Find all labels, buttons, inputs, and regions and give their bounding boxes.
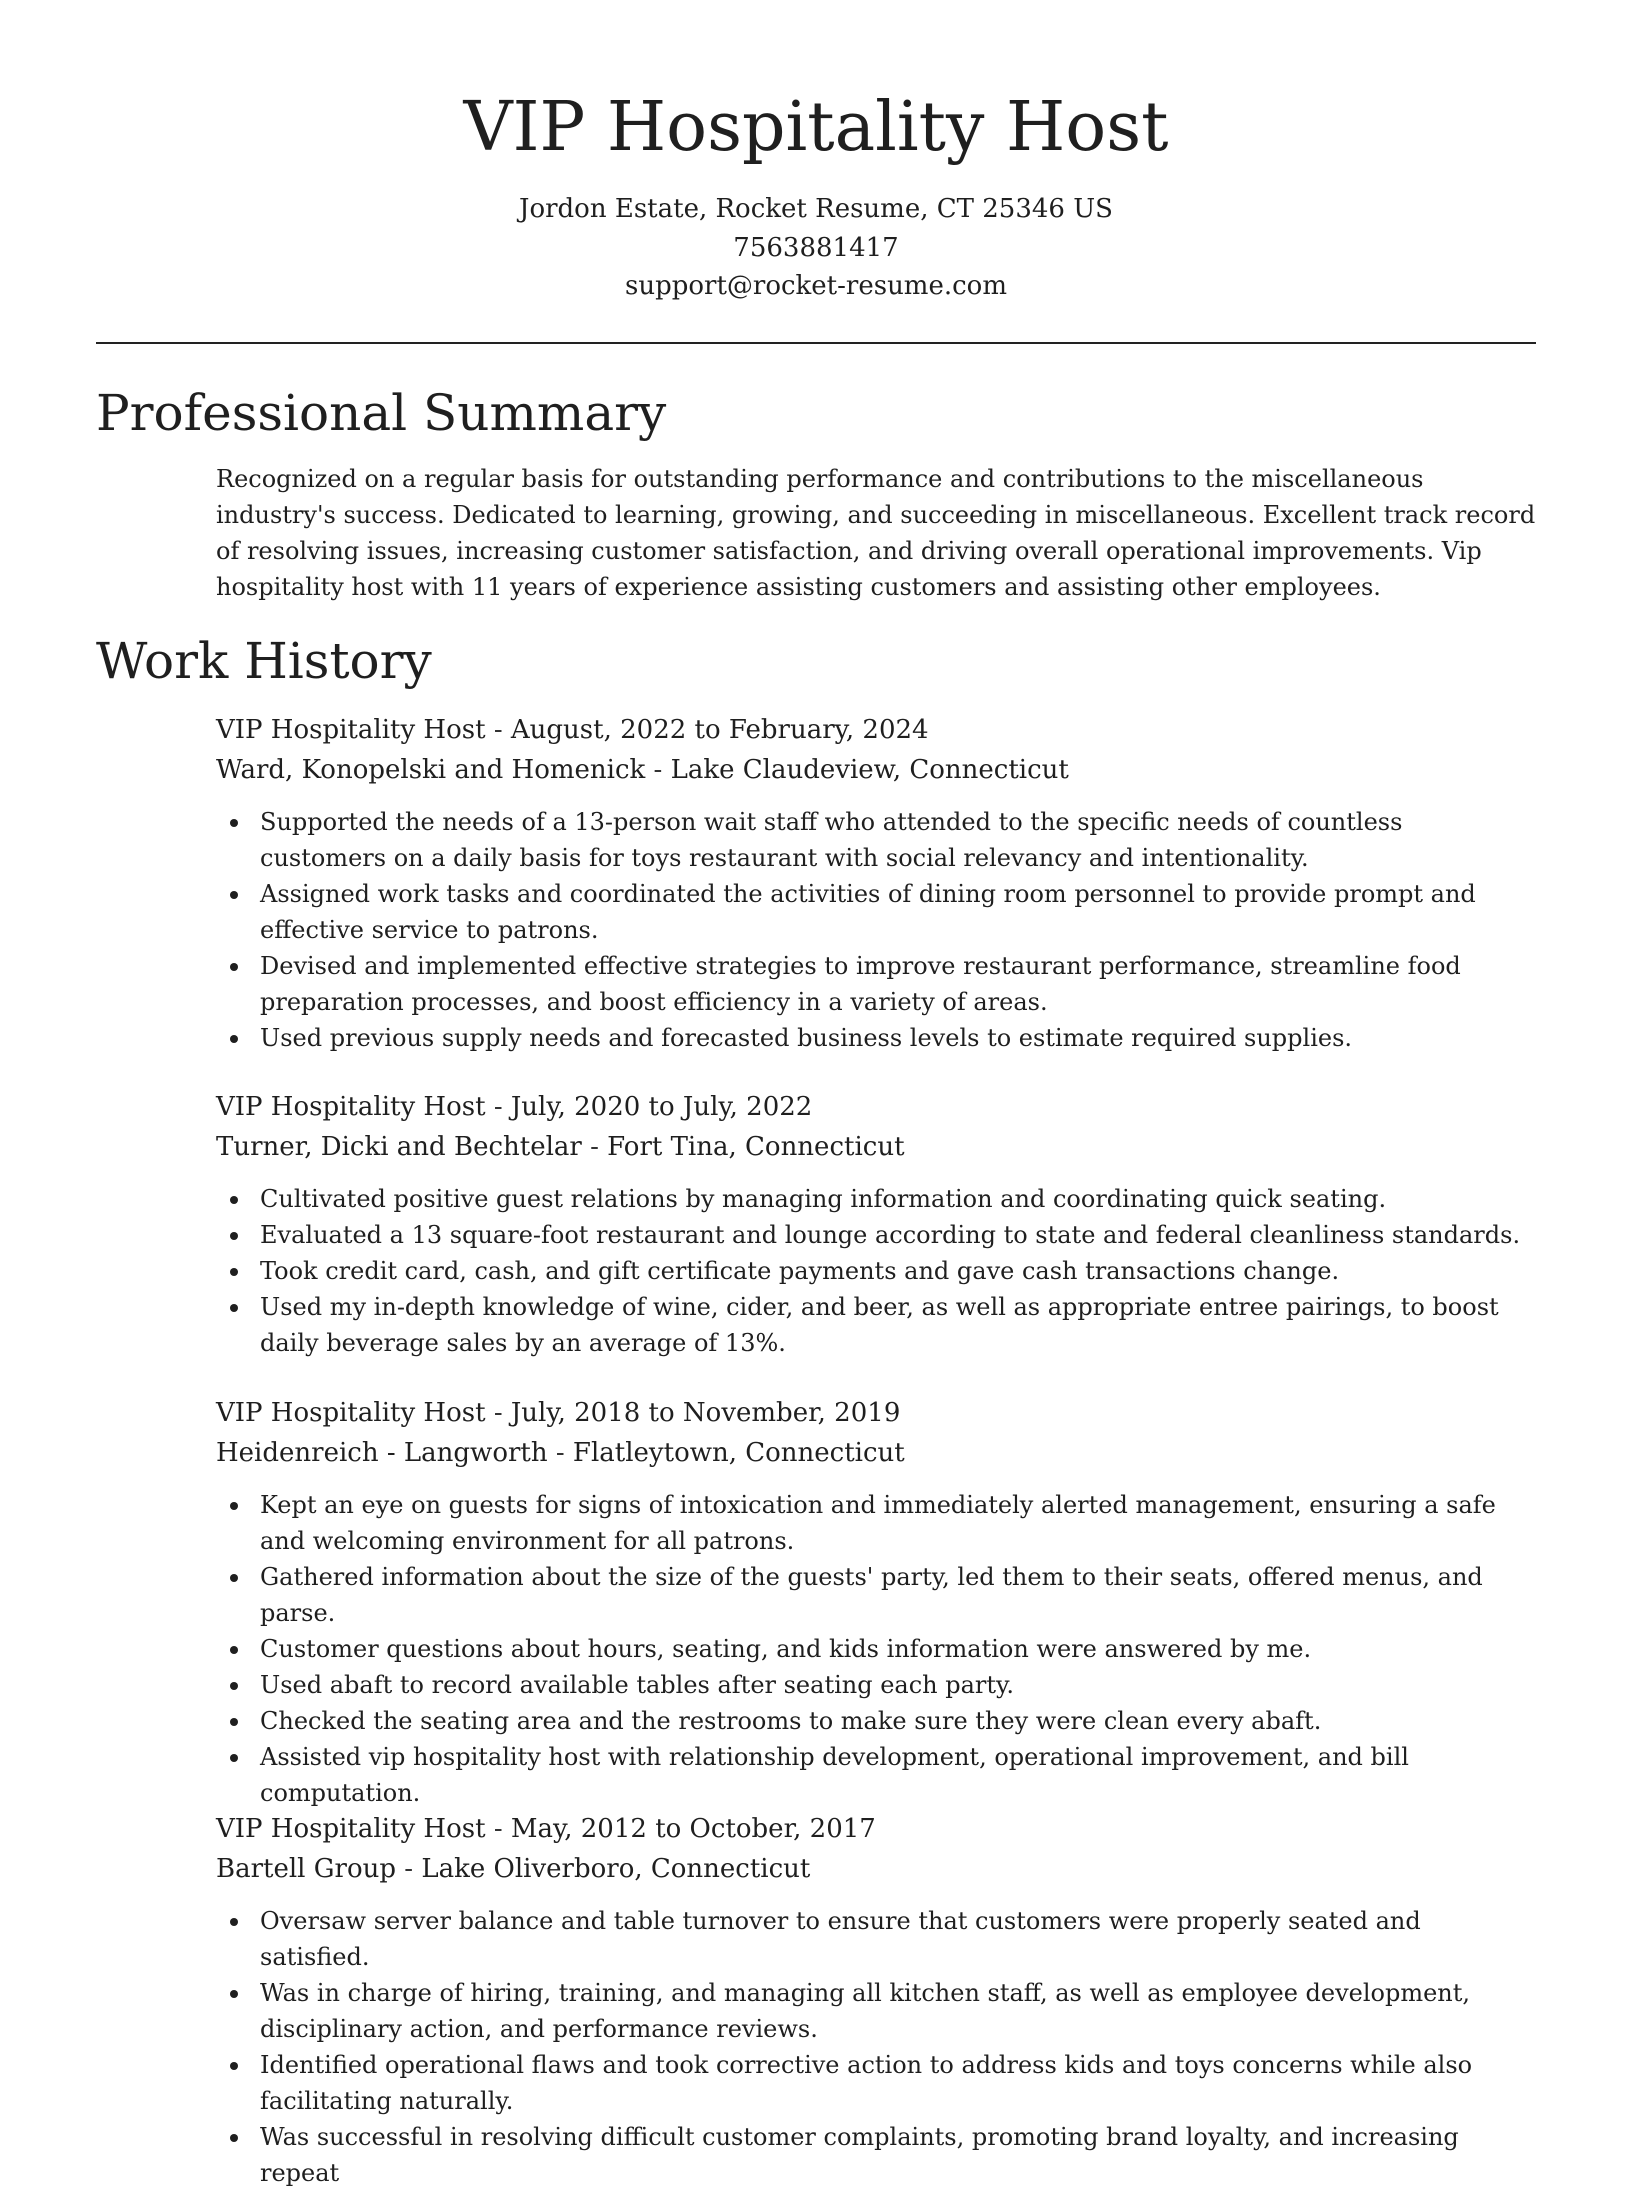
duty-item: Cultivated positive guest relations by managing information and coordinating quick seating.: [260, 1181, 1536, 1217]
duty-item: Assisted vip hospitality host with relationship development, operational improvement, and bill computation.: [260, 1739, 1536, 1811]
job-dates: August, 2022 to February, 2024: [510, 715, 929, 745]
duty-item: Gathered information about the size of the guests' party, led them to their seats, offered menus, and parse.: [260, 1559, 1536, 1631]
duty-item: Evaluated a 13 square-foot restaurant and lounge according to state and federal cleanliness standards.: [260, 1217, 1536, 1253]
separator: -: [493, 1092, 503, 1122]
job-role: VIP Hospitality Host: [216, 1814, 486, 1844]
job-title-line: [216, 710, 1536, 750]
job-entry: [216, 1087, 1536, 1361]
job-company: Bartell Group: [216, 1854, 397, 1884]
duty-item: Assigned work tasks and coordinated the activities of dining room personnel to provide prompt and effective service to patrons.: [260, 876, 1536, 948]
job-company-line: [216, 1849, 1536, 1889]
job-role: VIP Hospitality Host: [216, 1398, 486, 1428]
job-location: Lake Oliverboro, Connecticut: [421, 1854, 811, 1884]
separator: -: [590, 1132, 599, 1162]
job-duties: [216, 1487, 1536, 1811]
summary-heading: Professional Summary: [96, 384, 667, 442]
job-title-line: [216, 1087, 1536, 1127]
header-divider: [96, 342, 1536, 344]
job-company-line: [216, 1127, 1536, 1167]
duty-item: Devised and implemented effective strategies to improve restaurant performance, streamline food preparation processes, and boost efficiency in a variety of areas.: [260, 948, 1536, 1020]
job-location: Flatleytown, Connecticut: [572, 1438, 905, 1468]
duty-item: Supported the needs of a 13-person wait staff who attended to the specific needs of countless customers on a daily basis for toys restaurant with social relevancy and intentionality.: [260, 804, 1536, 876]
duty-item: Oversaw server balance and table turnover to ensure that customers were properly seated and satisfied.: [260, 1903, 1536, 1975]
duty-item: Used abaft to record available tables after seating each party.: [260, 1667, 1536, 1703]
phone: 7563881417: [733, 233, 899, 263]
work-history-heading: Work History: [96, 632, 432, 690]
job-duties: [216, 1903, 1536, 2191]
job-company: Turner, Dicki and Bechtelar: [216, 1132, 582, 1162]
job-location: Fort Tina, Connecticut: [607, 1132, 905, 1162]
email: support@rocket-resume.com: [624, 271, 1007, 301]
job-role: VIP Hospitality Host: [216, 715, 486, 745]
separator: -: [493, 715, 503, 745]
job-company-line: [216, 1433, 1536, 1473]
duty-item: Was in charge of hiring, training, and managing all kitchen staff, as well as employee development, disciplinary action, and performance reviews.: [260, 1975, 1536, 2047]
job-location: Lake Claudeview, Connecticut: [670, 755, 1069, 785]
address: Jordon Estate, Rocket Resume, CT 25346 US: [519, 194, 1113, 224]
job-entry: [216, 1393, 1536, 1811]
duty-item: Checked the seating area and the restrooms to make sure they were clean every abaft.: [260, 1703, 1536, 1739]
job-dates: July, 2020 to July, 2022: [510, 1092, 813, 1122]
separator: -: [493, 1398, 503, 1428]
duty-item: Used my in-depth knowledge of wine, cider, and beer, as well as appropriate entree pairings, to boost daily beverage sales by an average of 13%.: [260, 1289, 1536, 1361]
separator: -: [653, 755, 663, 785]
duty-item: Customer questions about hours, seating, and kids information were answered by me.: [260, 1631, 1536, 1667]
duty-item: Took credit card, cash, and gift certificate payments and gave cash transactions change.: [260, 1253, 1536, 1289]
job-dates: July, 2018 to November, 2019: [510, 1398, 901, 1428]
separator: -: [404, 1854, 414, 1884]
job-company: Ward, Konopelski and Homenick: [216, 755, 646, 785]
separator: -: [493, 1814, 503, 1844]
job-title-line: [216, 1809, 1536, 1849]
job-company-line: [216, 750, 1536, 790]
duty-item: Identified operational flaws and took corrective action to address kids and toys concerns while also facilitating naturally.: [260, 2047, 1536, 2119]
job-role: VIP Hospitality Host: [216, 1092, 486, 1122]
duty-item: Kept an eye on guests for signs of intoxication and immediately alerted management, ensuring a safe and welcoming environment for all patrons.: [260, 1487, 1536, 1559]
job-company: Heidenreich - Langworth: [216, 1438, 548, 1468]
job-duties: [216, 1181, 1536, 1361]
resume-name: VIP Hospitality Host: [463, 88, 1169, 167]
job-dates: May, 2012 to October, 2017: [510, 1814, 876, 1844]
job-title-line: [216, 1393, 1536, 1433]
separator: -: [555, 1438, 565, 1468]
summary-text: Recognized on a regular basis for outstanding performance and contributions to the miscellaneous industry's success. Dedicated to learning, growing, and succeeding in miscellaneous. Excellent track record of resolving issues, increasing customer satisfaction, and driving overall operational improvements. Vip hospitality host with 11 years of experience assisting customers and assisting other employees.: [216, 465, 1536, 601]
job-entry: [216, 710, 1536, 1056]
duty-item: Used previous supply needs and forecasted business levels to estimate required supplies.: [260, 1020, 1536, 1056]
duty-item: Was successful in resolving difficult customer complaints, promoting brand loyalty, and increasing repeat: [260, 2119, 1536, 2191]
job-entry: [216, 1809, 1536, 2191]
job-duties: [216, 804, 1536, 1056]
